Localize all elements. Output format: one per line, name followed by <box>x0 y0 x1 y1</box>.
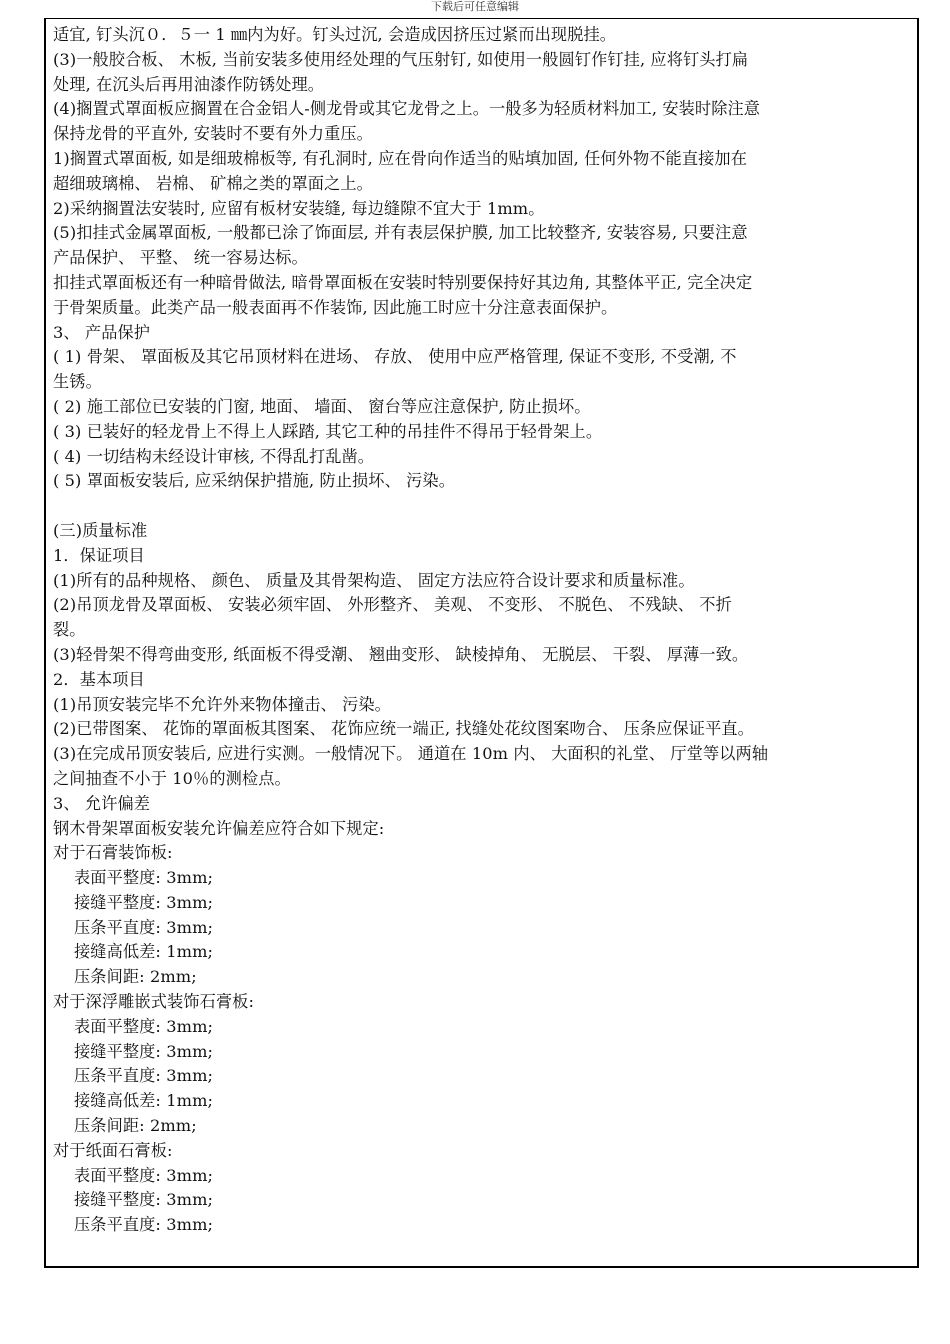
text-line: 对于石膏装饰板: <box>53 843 173 863</box>
page-header: 下载后可任意编辑 <box>431 0 519 13</box>
text-line: 超细玻璃棉、 岩棉、 矿棉之类的罩面之上。 <box>53 173 373 193</box>
text-line: (4)搁置式罩面板应搁置在合金铝人-侧龙骨或其它龙骨之上。一般多为轻质材料加工, 安装时除注意 <box>53 99 761 119</box>
text-line: 3、 产品保护 <box>53 322 151 342</box>
text-line: ( 5) 罩面板安装后, 应采纳保护措施, 防止损坏、 污染。 <box>53 471 455 491</box>
text-line: (3)一般胶合板、 木板, 当前安装多使用经处理的气压射钉, 如使用一般圆钉作钉挂, 应将钉头打扁 <box>53 49 749 69</box>
text-line: (1)吊顶安装完毕不允许外来物体撞击、 污染。 <box>53 694 391 714</box>
text-line: 压条平直度: 3mm; <box>74 1066 214 1086</box>
text-line: ( 2) 施工部位已安装的门窗, 地面、 墙面、 窗台等应注意保护, 防止损坏。 <box>53 396 591 416</box>
text-line: (三)质量标准 <box>53 520 148 540</box>
text-line: 适宜, 钉头沉０．５一 1 ㎜内为好。钉头过沉, 会造成因挤压过紧而出现脱挂。 <box>53 25 617 44</box>
text-line: 表面平整度: 3mm; <box>74 1165 214 1185</box>
text-line: (5)扣挂式金属罩面板, 一般都已涂了饰面层, 并有表层保护膜, 加工比较整齐, 安装容易, 只要注意 <box>53 223 748 243</box>
text-line: (3)在完成吊顶安装后, 应进行实测。一般情况下。 通道在 10m 内、 大面积的礼堂、 厅堂等以两轴 <box>53 744 769 764</box>
text-line: 对于纸面石膏板: <box>53 1140 173 1160</box>
text-line: 表面平整度: 3mm; <box>74 1016 214 1036</box>
text-line: ( 4) 一切结构未经设计审核, 不得乱打乱凿。 <box>53 446 375 466</box>
text-line: 表面平整度: 3mm; <box>74 868 214 888</box>
text-line: 接缝平整度: 3mm; <box>74 1041 214 1061</box>
text-line: 生锈。 <box>53 372 102 392</box>
text-line: 之间抽查不小于 10％的测检点。 <box>53 768 291 788</box>
text-line: 产品保护、 平整、 统一容易达标。 <box>53 248 308 268</box>
text-line: 于骨架质量。此类产品一般表面再不作装饰, 因此施工时应十分注意表面保护。 <box>53 297 618 317</box>
text-line: 压条平直度: 3mm; <box>74 917 214 937</box>
text-line: 1．保证项目 <box>53 545 145 565</box>
text-line: 扣挂式罩面板还有一种暗骨做法, 暗骨罩面板在安装时特别要保持好其边角, 其整体平正, 完全决定 <box>53 272 753 292</box>
text-line: 压条平直度: 3mm; <box>74 1215 214 1235</box>
text-line: 裂。 <box>53 620 86 640</box>
text-line: 接缝平整度: 3mm; <box>74 892 214 912</box>
text-line: 处理, 在沉头后再用油漆作防锈处理。 <box>53 74 325 94</box>
text-line: (2)吊顶龙骨及罩面板、 安装必须牢固、 外形整齐、 美观、 不变形、 不脱色、 不残缺、 不折 <box>53 595 732 615</box>
text-line: 2．基本项目 <box>53 669 145 689</box>
text-line: 钢木骨架罩面板安装允许偏差应符合如下规定: <box>53 818 385 838</box>
text-line: 接缝高低差: 1mm; <box>74 1091 214 1111</box>
text-line: 3、 允许偏差 <box>53 793 151 813</box>
text-line: 接缝平整度: 3mm; <box>74 1190 214 1210</box>
text-line: ( 3) 已装好的轻龙骨上不得上人踩踏, 其它工种的吊挂件不得吊于轻骨架上。 <box>53 421 603 441</box>
text-line: 压条间距: 2mm; <box>74 1116 197 1136</box>
text-line: (1)所有的品种规格、 颜色、 质量及其骨架构造、 固定方法应符合设计要求和质量标准。 <box>53 570 695 590</box>
text-line: ( 1) 骨架、 罩面板及其它吊顶材料在进场、 存放、 使用中应严格管理, 保证不变形, 不受潮, 不 <box>53 347 737 367</box>
text-line: 1)搁置式罩面板, 如是细玻棉板等, 有孔洞时, 应在骨向作适当的贴填加固, 任何外物不能直接加在 <box>53 148 747 168</box>
text-line: 接缝高低差: 1mm; <box>74 942 214 962</box>
text-line: 2)采纳搁置法安装时, 应留有板材安装缝, 每边缝隙不宜大于 1mm。 <box>53 198 545 218</box>
text-line: 压条间距: 2mm; <box>74 967 197 987</box>
document-body <box>53 23 913 1238</box>
text-line: (3)轻骨架不得弯曲变形, 纸面板不得受潮、 翘曲变形、 缺棱掉角、 无脱层、 干裂、 厚薄一致。 <box>53 644 749 664</box>
text-line: 对于深浮雕嵌式装饰石膏板: <box>53 992 255 1012</box>
blank-line <box>53 494 913 519</box>
text-line: (2)已带图案、 花饰的罩面板其图案、 花饰应统一端正, 找缝处花纹图案吻合、 压条应保证平直。 <box>53 719 754 739</box>
text-line: 保持龙骨的平直外, 安装时不要有外力重压。 <box>53 124 373 144</box>
